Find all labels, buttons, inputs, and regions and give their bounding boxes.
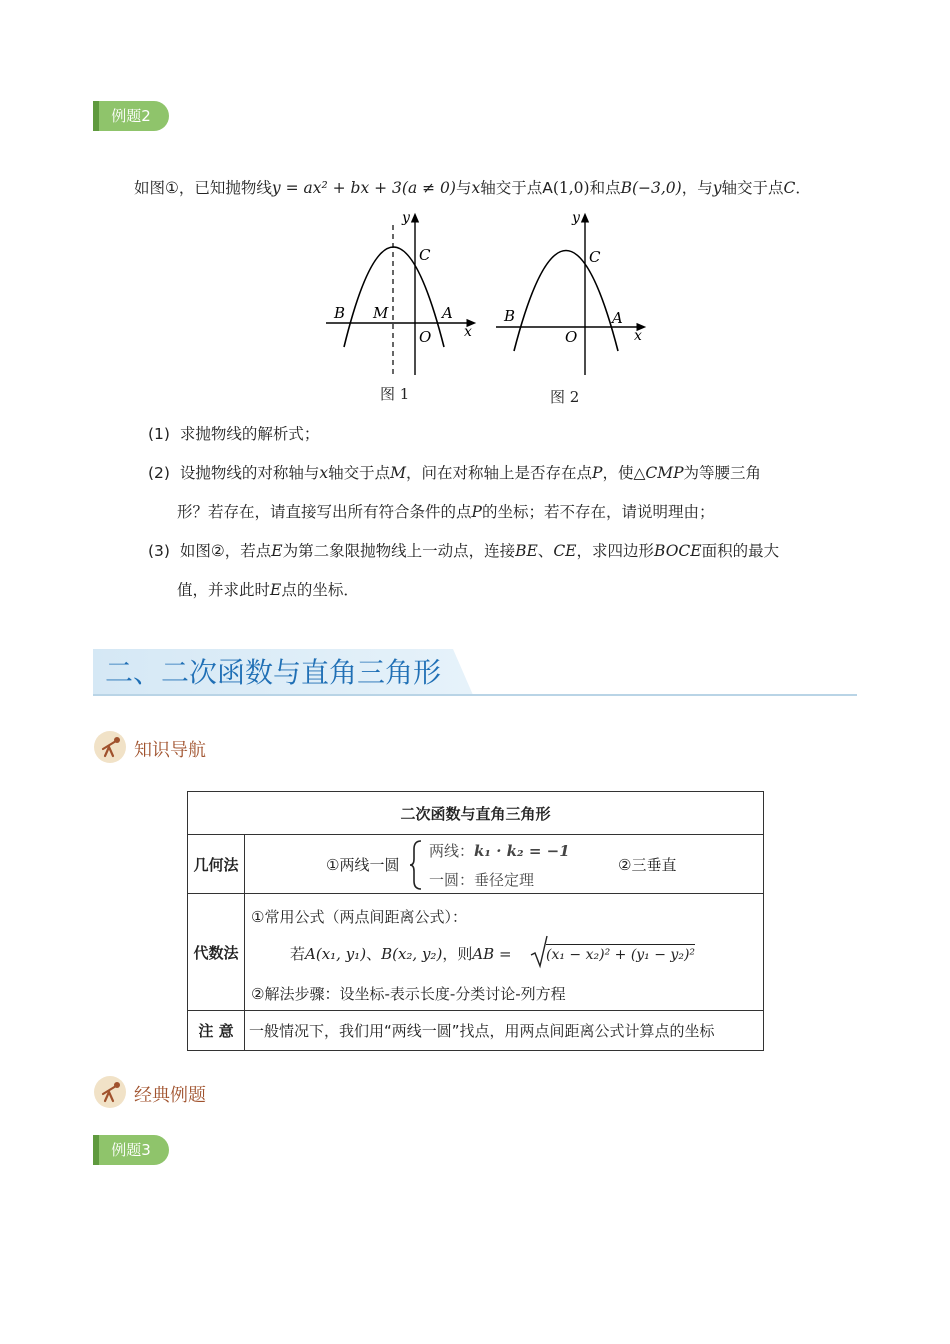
fig1-m-label: M	[373, 304, 389, 322]
example-2-tag: 例题2	[93, 101, 169, 131]
knowledge-table	[187, 791, 764, 1051]
row-note-label: 注 意	[188, 1011, 245, 1051]
fig2-c-label: C	[589, 248, 601, 266]
fig2-o-label: O	[565, 328, 578, 346]
question-3-line-2: 值，并求此时E点的坐标．	[177, 581, 359, 599]
problem-intro: 如图①，已知抛物线y = ax² + bx + 3(a ≠ 0)与x轴交于点A(1,0)和点B(−3,0)，与y轴交于点C．	[134, 179, 811, 197]
example-3-tag: 例题3	[93, 1135, 169, 1165]
parabola-formula: y = ax² + bx + 3(a ≠ 0)	[271, 179, 456, 197]
fig2-y-label: y	[572, 210, 580, 226]
classic-examples-heading: 经典例题	[134, 1085, 206, 1106]
section-title: 二、二次函数与直角三角形	[105, 656, 442, 689]
brace-icon	[408, 839, 424, 891]
figure-1	[322, 205, 482, 380]
fig2-b-label: B	[504, 307, 516, 325]
fig1-o-label: O	[419, 328, 432, 346]
question-2-line-1: (2) 设抛物线的对称轴与x轴交于点M，问在对称轴上是否存在点P，使△CMP为等腰三角	[148, 464, 762, 482]
table-header: 二次函数与直角三角形	[188, 792, 764, 835]
row-algebra-content: ①常用公式（两点间距离公式）： 若A(x₁, y₁)、B(x₂, y₂)，则AB = (x₁ − x₂)² + (y₁ − y₂)² ②解法步骤：设坐标-表示长度-分类讨论-列方程	[245, 894, 764, 1011]
question-3-line-1: (3) 如图②，若点E为第二象限抛物线上一动点，连接BE、CE，求四边形BOCE面积的最大	[148, 542, 780, 560]
row-geometry-label: 几何法	[188, 835, 245, 894]
telescope-icon	[94, 1076, 126, 1108]
fig2-a-label: A	[612, 309, 623, 327]
fig1-y-label: y	[402, 210, 410, 226]
fig1-a-label: A	[442, 304, 453, 322]
telescope-icon	[94, 731, 126, 763]
question-2-line-2: 形？若存在，请直接写出所有符合条件的点P的坐标；若不存在，请说明理由；	[177, 503, 715, 521]
figure-1-caption: 图 1	[380, 385, 410, 403]
figure-2	[492, 205, 652, 380]
question-1: (1) 求抛物线的解析式；	[148, 425, 320, 443]
fig1-b-label: B	[334, 304, 346, 322]
figure-2-caption: 图 2	[550, 388, 580, 406]
fig2-x-label: x	[634, 328, 642, 344]
row-geometry-content: ①两线一圆 两线：k₁ · k₂ = −1 一圆：垂径定理 ②三垂直	[245, 835, 764, 894]
row-note-content: 一般情况下，我们用“两线一圆”找点，用两点间距离公式计算点的坐标	[245, 1011, 764, 1051]
knowledge-nav-heading: 知识导航	[134, 740, 206, 761]
fig1-c-label: C	[419, 246, 431, 264]
fig1-x-label: x	[464, 324, 472, 340]
row-algebra-label: 代数法	[188, 894, 245, 1011]
